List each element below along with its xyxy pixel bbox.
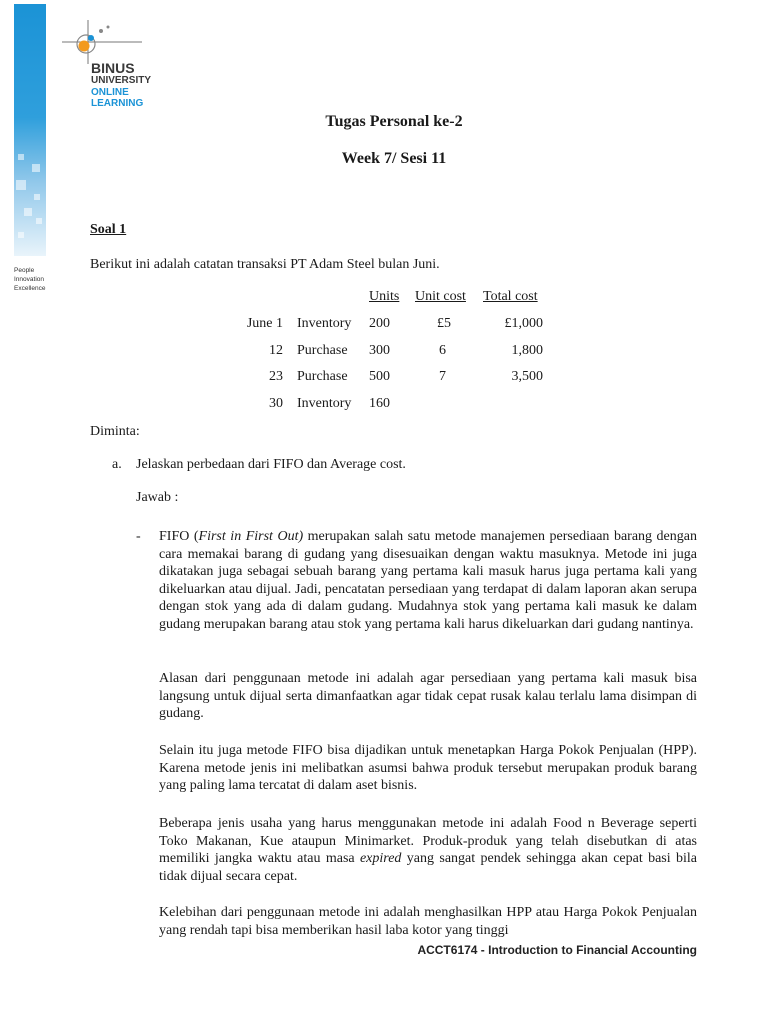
table-cell-units: 200 [369, 316, 390, 331]
table-cell-unit-cost: 6 [439, 343, 446, 358]
table-cell-total-cost: 1,800 [511, 343, 543, 358]
bullet-dash: - [136, 529, 141, 544]
answer-paragraph-5: Kelebihan dari penggunaan metode ini adalah menghasilkan HPP atau Harga Pokok Penjualan yang rendah tapi bisa memberikan hasil laba kotor yang tinggi [159, 905, 697, 938]
document-subtitle: Week 7/ Sesi 11 [341, 150, 447, 167]
answer-paragraph-1 [159, 528, 697, 634]
table-cell-units: 160 [369, 396, 390, 411]
table-cell-type: Purchase [297, 343, 348, 358]
table-cell-date: 30 [269, 396, 283, 411]
logo-wordmark [91, 61, 151, 110]
question-text: Jelaskan perbedaan dari FIFO dan Average cost. [136, 457, 406, 472]
emphasis-text: expired [359, 851, 402, 867]
table-cell-units: 300 [369, 343, 390, 358]
document-title: Tugas Personal ke-2 [325, 113, 463, 130]
intro-text: Berikut ini adalah catatan transaksi PT Adam Steel bulan Juni. [90, 257, 440, 272]
table-cell-date: 12 [269, 343, 283, 358]
answer-paragraph-2: Alasan dari penggunaan metode ini adalah agar persediaan yang pertama kali masuk bisa langsung untuk dijual serta dimanfaatkan agar tidak cepat rusak kalau terlalu lama disimpan di gudang. [159, 671, 697, 722]
paragraph-text: merupakan salah satu metode manajemen persediaan barang dengan cara memakai barang di gudang yang disesuaikan dengan waktu masuknya. Metode ini juga dikatakan juga sebagai sebuah barang yang pertama kali masuk harus juga pertama kali yang dikeluarkan atau dijual. Jadi, pencatatan persediaan yang terdapat di dalam laporan akan serupa dengan stok yang ada di dalam gudang. Mudahnya stok yang pertama kali masuk ke dalam gudang merupakan barang atau stok yang pertama kali harus dikeluarkan dari gudang nantinya. [159, 529, 697, 632]
tagline-line: Excellence [14, 285, 46, 292]
section-heading: Soal 1 [90, 222, 127, 237]
answer-label: Jawab : [136, 490, 179, 505]
tagline-line: People [14, 267, 35, 274]
table-cell-total-cost: £1,000 [504, 316, 543, 331]
table-cell-unit-cost: £5 [437, 316, 451, 331]
table-cell-date: June 1 [246, 316, 283, 331]
paragraph-text: Beberapa jenis usaha yang harus menggunakan metode ini adalah Food n Beverage seperti Toko Makanan, Kue ataupun Minimarket. Produk-produk yang telah disebutkan di atas memiliki jangka waktu atau masa [159, 816, 697, 867]
answer-paragraph-4 [159, 815, 697, 885]
table-cell-type: Inventory [297, 396, 352, 411]
question-marker: a. [112, 457, 122, 472]
table-header-total-cost: Total cost [483, 289, 538, 304]
table-cell-units: 500 [369, 369, 390, 384]
binus-logo [58, 18, 168, 110]
logo-line: BINUS [91, 60, 135, 76]
instruction-label: Diminta: [90, 424, 140, 439]
logo-line: ONLINE [91, 86, 129, 98]
logo-line: LEARNING [91, 98, 144, 109]
table-cell-type: Purchase [297, 369, 348, 384]
table-header-units: Units [369, 289, 400, 304]
table-cell-total-cost: 3,500 [511, 369, 543, 384]
table-cell-type: Inventory [297, 316, 352, 331]
course-footer: ACCT6174 - Introduction to Financial Accounting [417, 943, 697, 957]
table-header-unit-cost: Unit cost [415, 289, 466, 304]
tagline [14, 266, 45, 293]
logo-line: UNIVERSITY [91, 75, 152, 86]
emphasis-text: First in First Out) [198, 529, 304, 544]
tagline-line: Innovation [14, 276, 44, 283]
answer-paragraph-3: Selain itu juga metode FIFO bisa dijadikan untuk menetapkan Harga Pokok Penjualan (HPP). Karena metode jenis ini melibatkan asumsi bahwa produk tersebut merupakan produk barang yang paling lama tercatat di dalam aset bisnis. [159, 743, 697, 794]
table-cell-unit-cost: 7 [439, 369, 446, 384]
paragraph-text: FIFO ( [159, 529, 199, 544]
table-cell-date: 23 [269, 369, 283, 384]
paragraph-text: yang sangat pendek sehingga akan cepat basi bila tidak dijual secara cepat. [159, 851, 697, 884]
